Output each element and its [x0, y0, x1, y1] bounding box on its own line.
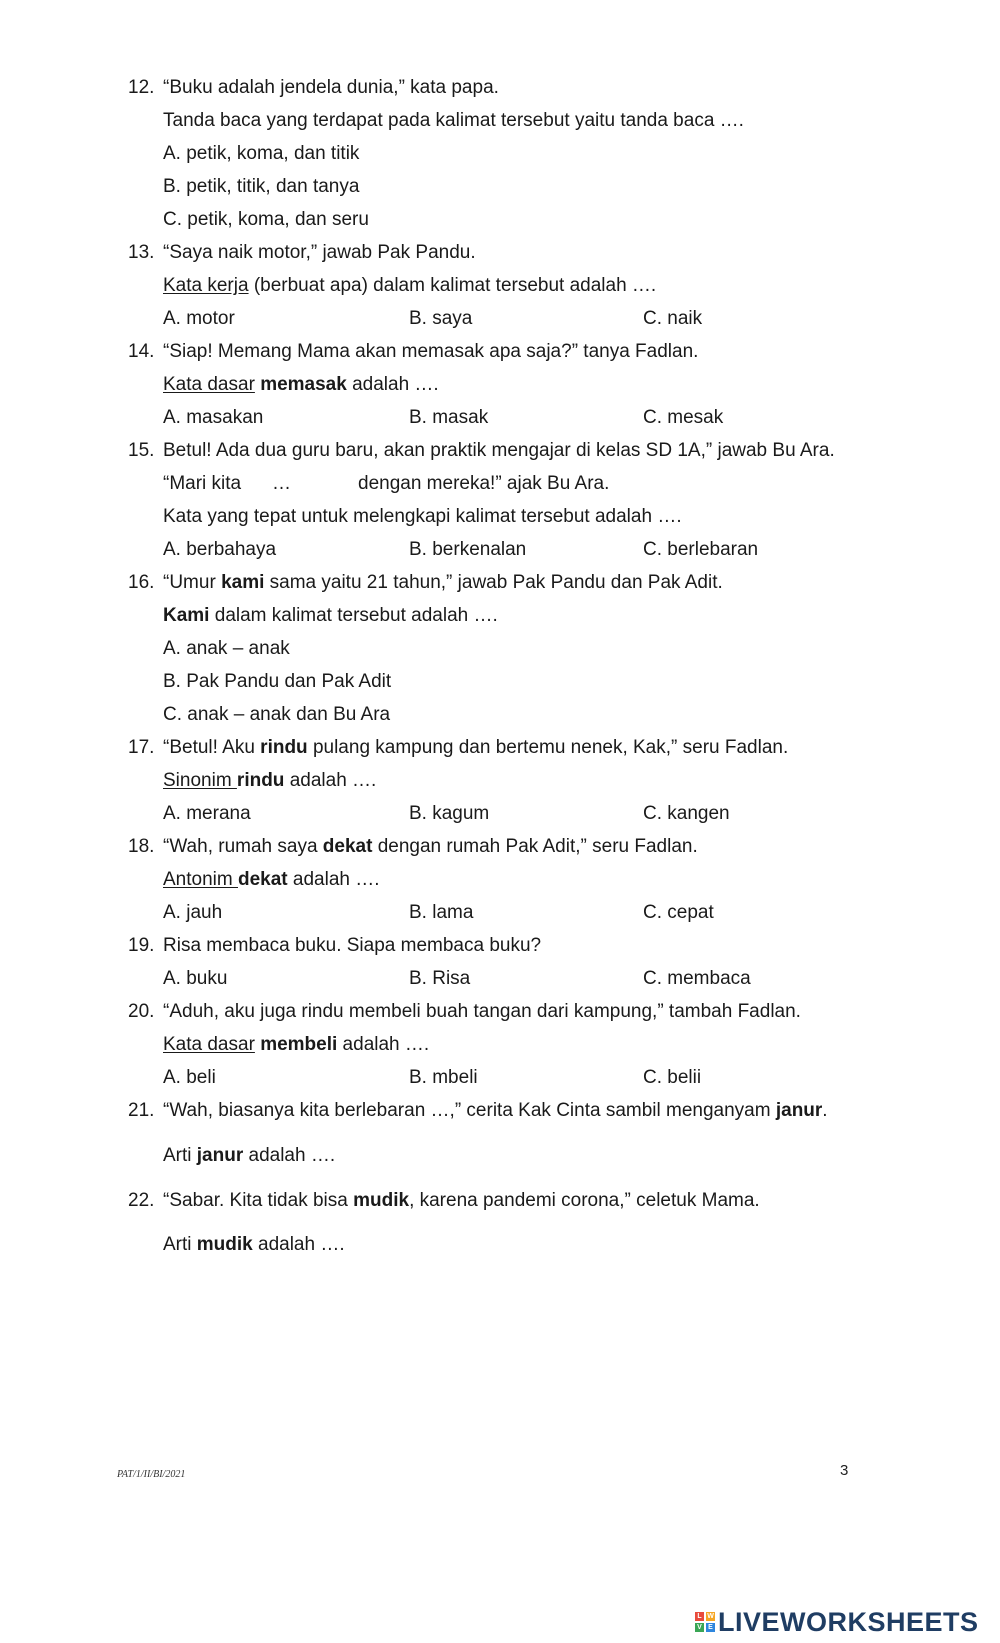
q16-prompt: [163, 604, 498, 628]
q20-option-a: A. beli: [163, 1067, 216, 1088]
q15-line2-start: “Mari kita: [163, 473, 242, 494]
liveworksheets-logo-icon: [695, 1612, 715, 1632]
q16-text: [163, 571, 723, 595]
q13-option-a: A. motor: [163, 308, 235, 329]
q14-option-a: A. masakan: [163, 407, 264, 428]
q21-text: [163, 1099, 828, 1123]
q18-text: [163, 835, 698, 859]
q13-prompt-rest: (berbuat apa) dalam kalimat tersebut adalah ….: [248, 275, 657, 296]
q20-prompt-rest: adalah ….: [337, 1034, 430, 1055]
q16-option-b: B. Pak Pandu dan Pak Adit: [163, 671, 392, 692]
q12-option-a: A. petik, koma, dan titik: [163, 143, 360, 164]
q21-prompt-a: Arti: [163, 1145, 197, 1166]
q14-option-c: C. mesak: [643, 407, 724, 428]
q20-option-c: C. belii: [643, 1067, 702, 1088]
logo-block-e: E: [706, 1623, 715, 1632]
q17-prompt-bold: rindu: [236, 770, 285, 791]
q18-text-b: dengan rumah Pak Adit,” seru Fadlan.: [372, 836, 698, 857]
q17-prompt-rest: adalah ….: [284, 770, 377, 791]
q12-number: 12.: [128, 77, 155, 98]
logo-block-w: W: [707, 1613, 714, 1620]
page-number: 3: [840, 1462, 849, 1479]
q13-text: “Saya naik motor,” jawab Pak Pandu.: [163, 242, 476, 263]
q18-prompt-rest: adalah ….: [287, 869, 380, 890]
q22-text: [163, 1189, 760, 1213]
q19-text: Risa membaca buku. Siapa membaca buku?: [163, 935, 542, 956]
q20-number: 20.: [128, 1001, 155, 1022]
q12-option-b: B. petik, titik, dan tanya: [163, 176, 360, 197]
q15-blank: …: [272, 473, 291, 494]
q14-prompt-bold: memasak: [260, 374, 347, 395]
document-code: PAT/1/II/BI/2021: [117, 1469, 186, 1480]
q13-option-c: C. naik: [643, 308, 703, 329]
q21-prompt-bold: janur: [196, 1145, 244, 1166]
q18-text-bold: dekat: [322, 836, 373, 857]
q18-option-a: A. jauh: [163, 902, 223, 923]
q17-text-a: “Betul! Aku: [163, 737, 261, 758]
q18-text-a: “Wah, rumah saya: [163, 836, 323, 857]
q18-option-c: C. cepat: [643, 902, 714, 923]
q14-text: “Siap! Memang Mama akan memasak apa saja?” tanya Fadlan.: [163, 341, 699, 362]
q21-prompt: [163, 1144, 335, 1168]
q13-prompt-underlined: Kata kerja: [163, 275, 249, 296]
q20-option-b: B. mbeli: [409, 1067, 478, 1088]
q19-option-a: A. buku: [163, 968, 228, 989]
q12-text: “Buku adalah jendela dunia,” kata papa.: [163, 77, 499, 98]
liveworksheets-logo: [695, 1607, 979, 1637]
q15-text: Betul! Ada dua guru baru, akan praktik mengajar di kelas SD 1A,” jawab Bu Ara.: [163, 440, 835, 461]
q21-text-a: “Wah, biasanya kita berlebaran …,” cerita Kak Cinta sambil menganyam: [163, 1100, 776, 1121]
q20-prompt-underlined: Kata dasar: [163, 1034, 255, 1055]
q16-number: 16.: [128, 572, 155, 593]
q14-prompt: [163, 373, 439, 397]
q22-text-bold: mudik: [353, 1190, 410, 1211]
q20-prompt: [163, 1033, 429, 1057]
q18-prompt-bold: dekat: [237, 869, 288, 890]
logo-block-l: L: [695, 1612, 704, 1621]
q22-text-a: “Sabar. Kita tidak bisa: [163, 1190, 354, 1211]
q18-prompt-underlined: Antonim: [163, 869, 238, 890]
q21-number: 21.: [128, 1100, 155, 1121]
q14-prompt-rest: adalah ….: [346, 374, 439, 395]
q12-prompt: Tanda baca yang terdapat pada kalimat tersebut yaitu tanda baca ….: [163, 110, 744, 131]
q14-option-b: B. masak: [409, 407, 489, 428]
q17-text: [163, 736, 788, 760]
q12-option-c: C. petik, koma, dan seru: [163, 209, 369, 230]
q17-text-bold: rindu: [260, 737, 308, 758]
q21-text-b: .: [822, 1100, 828, 1121]
q19-option-b: B. Risa: [409, 968, 471, 989]
liveworksheets-wordmark: LIVEWORKSHEETS: [718, 1606, 979, 1637]
q17-prompt-underlined: Sinonim: [163, 770, 237, 791]
q18-number: 18.: [128, 836, 155, 857]
q18-option-b: B. lama: [409, 902, 474, 923]
q22-number: 22.: [128, 1190, 155, 1211]
q20-prompt-bold: membeli: [260, 1034, 338, 1055]
q21-text-bold: janur: [775, 1100, 823, 1121]
q19-number: 19.: [128, 935, 155, 956]
q22-prompt-rest: adalah ….: [252, 1234, 345, 1255]
q15-number: 15.: [128, 440, 155, 461]
q22-prompt-a: Arti: [163, 1234, 197, 1255]
q17-text-b: pulang kampung dan bertemu nenek, Kak,” seru Fadlan.: [307, 737, 789, 758]
q15-prompt: Kata yang tepat untuk melengkapi kalimat tersebut adalah ….: [163, 506, 682, 527]
q13-option-b: B. saya: [409, 308, 473, 329]
q16-text-a: “Umur: [163, 572, 222, 593]
q22-text-b: , karena pandemi corona,” celetuk Mama.: [409, 1190, 760, 1211]
q21-prompt-rest: adalah ….: [243, 1145, 336, 1166]
q14-prompt-underlined: Kata dasar: [163, 374, 255, 395]
q17-option-c: C. kangen: [643, 803, 730, 824]
q13-prompt: [163, 274, 656, 298]
q15-option-c: C. berlebaran: [643, 539, 759, 560]
q17-prompt: [163, 769, 376, 793]
q16-option-a: A. anak – anak: [163, 638, 290, 659]
q16-text-bold: kami: [221, 572, 265, 593]
logo-block-v: V: [695, 1623, 704, 1632]
q17-option-a: A. merana: [163, 803, 251, 824]
q20-text: “Aduh, aku juga rindu membeli buah tangan dari kampung,” tambah Fadlan.: [163, 1001, 801, 1022]
q14-number: 14.: [128, 341, 155, 362]
q15-option-a: A. berbahaya: [163, 539, 277, 560]
q13-number: 13.: [128, 242, 155, 263]
q16-prompt-bold: Kami: [163, 605, 210, 626]
q22-prompt-bold: mudik: [196, 1234, 253, 1255]
q17-number: 17.: [128, 737, 155, 758]
q15-line2-end: dengan mereka!” ajak Bu Ara.: [358, 473, 610, 494]
q22-prompt: [163, 1233, 345, 1257]
q19-option-c: C. membaca: [643, 968, 751, 989]
q16-prompt-rest: dalam kalimat tersebut adalah ….: [209, 605, 498, 626]
q17-option-b: B. kagum: [409, 803, 490, 824]
q15-option-b: B. berkenalan: [409, 539, 527, 560]
q18-prompt: [163, 868, 380, 892]
q16-text-b: sama yaitu 21 tahun,” jawab Pak Pandu dan Pak Adit.: [264, 572, 723, 593]
q16-option-c: C. anak – anak dan Bu Ara: [163, 704, 391, 725]
